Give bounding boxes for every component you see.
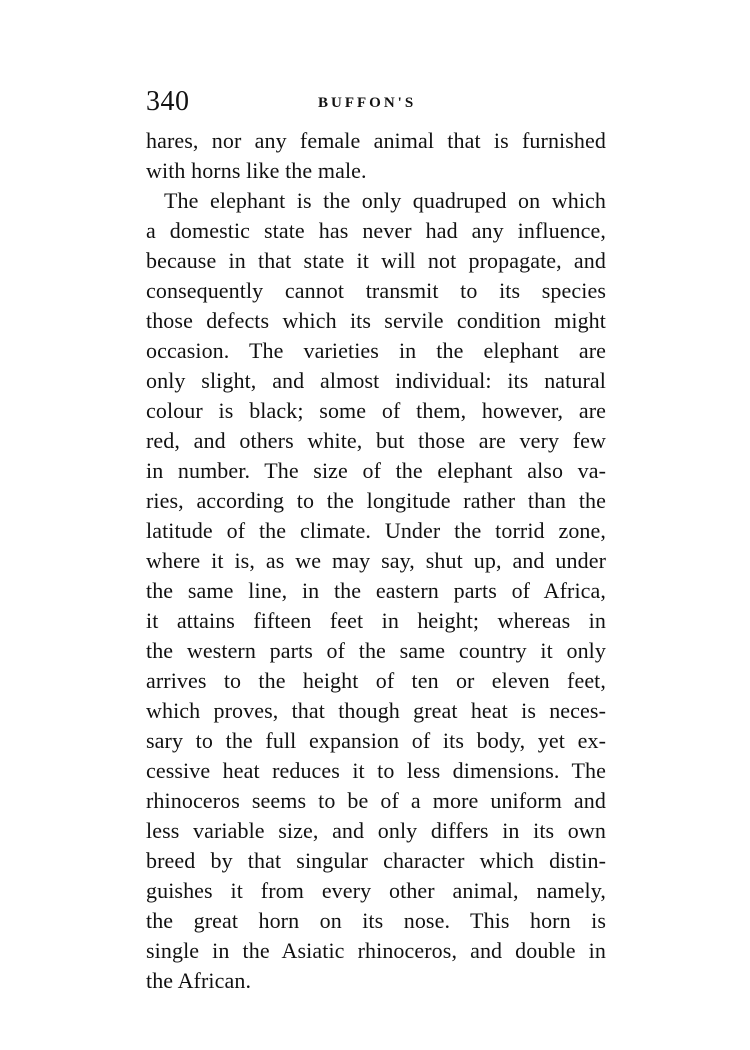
text-line: single in the Asiatic rhinoceros, and double in bbox=[146, 938, 606, 963]
text-line: where it is, as we may say, shut up, and under bbox=[146, 548, 606, 573]
text-line: it attains fifteen feet in height; whereas in bbox=[146, 608, 606, 633]
page-header bbox=[146, 84, 600, 124]
text-line: the same line, in the eastern parts of Africa, bbox=[146, 578, 606, 603]
body-text bbox=[146, 126, 606, 996]
text-line: only slight, and almost individual: its natural bbox=[146, 368, 606, 393]
text-line: breed by that singular character which distin- bbox=[146, 848, 606, 873]
text-line: sary to the full expansion of its body, yet ex- bbox=[146, 728, 606, 753]
text-line: with horns like the male. bbox=[146, 158, 367, 183]
text-line: red, and others white, but those are very few bbox=[146, 428, 606, 453]
text-line: the western parts of the same country it only bbox=[146, 638, 606, 663]
text-line: which proves, that though great heat is neces- bbox=[146, 698, 606, 723]
running-head: BUFFON'S bbox=[318, 95, 417, 111]
text-line: arrives to the height of ten or eleven feet, bbox=[146, 668, 606, 693]
text-line: ries, according to the longitude rather than the bbox=[146, 488, 606, 513]
text-line: rhinoceros seems to be of a more uniform and bbox=[146, 788, 606, 813]
text-line: hares, nor any female animal that is furnished bbox=[146, 128, 606, 153]
text-line: less variable size, and only differs in its own bbox=[146, 818, 606, 843]
text-line: those defects which its servile condition might bbox=[146, 308, 606, 333]
text-line: the African. bbox=[146, 968, 252, 993]
page-number: 340 bbox=[146, 86, 190, 117]
text-line: in number. The size of the elephant also va- bbox=[146, 458, 606, 483]
text-line: cessive heat reduces it to less dimensions. The bbox=[146, 758, 606, 783]
text-line: colour is black; some of them, however, are bbox=[146, 398, 606, 423]
text-line: guishes it from every other animal, namely, bbox=[146, 878, 606, 903]
text-line: consequently cannot transmit to its species bbox=[146, 278, 606, 303]
text-line: the great horn on its nose. This horn is bbox=[146, 908, 606, 933]
text-line: because in that state it will not propagate, and bbox=[146, 248, 606, 273]
text-line: latitude of the climate. Under the torrid zone, bbox=[146, 518, 606, 543]
text-line: occasion. The varieties in the elephant are bbox=[146, 338, 606, 363]
text-line: The elephant is the only quadruped on which bbox=[164, 188, 606, 213]
text-line: a domestic state has never had any influence, bbox=[146, 218, 606, 243]
